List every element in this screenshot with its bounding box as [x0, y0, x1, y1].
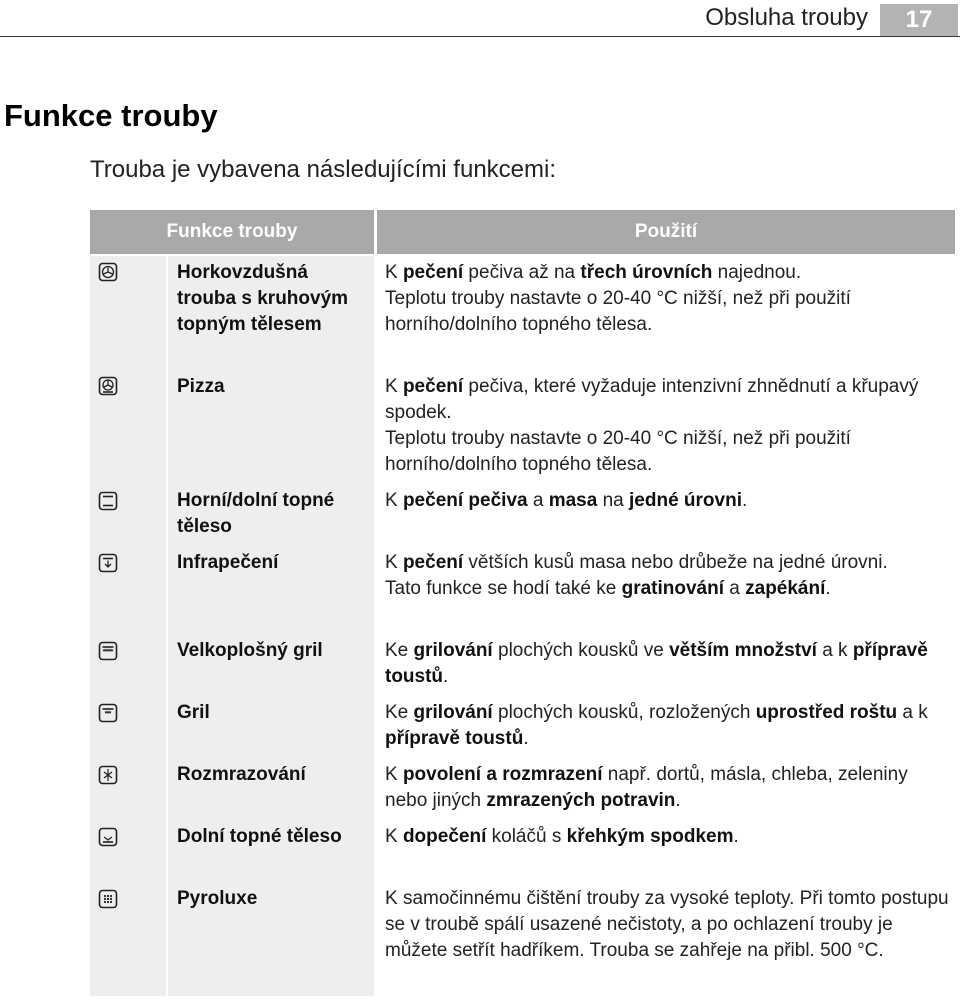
- function-usage: [385, 762, 950, 814]
- usage-text: .: [675, 790, 681, 811]
- usage-paragraph: [385, 426, 950, 478]
- usage-text: a k: [897, 702, 928, 723]
- usage-paragraph: [385, 700, 950, 752]
- pyrolysis-icon: [98, 889, 118, 909]
- usage-paragraph: [385, 286, 950, 338]
- usage-text: najednou.: [712, 262, 802, 283]
- header-title: Obsluha trouby: [705, 4, 868, 31]
- column-header-function: Funkce trouby: [90, 210, 374, 254]
- usage-text: a: [527, 490, 549, 511]
- usage-text: K: [385, 826, 403, 847]
- page-number: 17: [880, 4, 958, 36]
- function-usage: [385, 550, 950, 602]
- usage-text: větších kusů masa nebo drůbeže na jedné úrovni.: [463, 552, 888, 573]
- usage-text: K: [385, 490, 403, 511]
- usage-text: K: [385, 376, 403, 397]
- usage-text: na: [597, 490, 630, 511]
- usage-text: K: [385, 764, 403, 785]
- header-divider: [0, 36, 960, 37]
- emphasis-text: jedné úrovni: [629, 490, 742, 511]
- emphasis-text: křehkým spodkem: [566, 826, 734, 847]
- usage-text: Ke: [385, 702, 414, 723]
- emphasis-text: gratinování: [621, 578, 724, 599]
- function-usage: [385, 638, 950, 690]
- usage-text: .: [825, 578, 831, 599]
- defrost-icon: [98, 765, 118, 785]
- bottom-heat-icon: [98, 827, 118, 847]
- emphasis-text: přípravě toustů: [385, 640, 928, 687]
- usage-paragraph: [385, 374, 950, 426]
- usage-text: a: [724, 578, 746, 599]
- usage-paragraph: [385, 762, 950, 814]
- function-name: Horní/dolní topné těleso: [177, 490, 335, 537]
- usage-text: K samočinnému čištění trouby za vysoké teploty. Při tomto postupu se v troubě spálí usazené nečistoty, a po ochlazení trouby je můžete setřít hadříkem. Trouba se zahřeje na přibl. 500 °C.: [385, 888, 949, 961]
- name-column-background: [168, 256, 374, 996]
- emphasis-text: grilování: [413, 640, 493, 661]
- column-header-usage: Použití: [377, 210, 955, 254]
- emphasis-text: přípravě toustů: [385, 728, 524, 749]
- emphasis-text: větším množství: [669, 640, 817, 661]
- emphasis-text: pečení: [402, 552, 464, 573]
- function-name: Infrapečení: [177, 552, 279, 573]
- function-name: Gril: [177, 702, 210, 723]
- emphasis-text: pečení: [402, 262, 464, 283]
- usage-text: K: [385, 262, 403, 283]
- usage-paragraph: [385, 576, 950, 602]
- emphasis-text: povolení a rozmrazení: [402, 764, 603, 785]
- usage-paragraph: [385, 550, 950, 576]
- emphasis-text: dopečení: [402, 826, 487, 847]
- usage-text: .: [741, 490, 748, 511]
- usage-text: plochých kousků ve: [492, 640, 670, 661]
- function-usage: [385, 700, 950, 752]
- fan-ring-heater-icon: [98, 262, 118, 282]
- function-name: Pyroluxe: [177, 888, 258, 909]
- function-name: Horkovzdušná trouba s kruhovým topným tělesem: [177, 262, 349, 335]
- function-name: Velkoplošný gril: [177, 640, 323, 661]
- usage-text: Tato funkce se hodí také ke: [385, 578, 622, 599]
- infrared-icon: [98, 553, 118, 573]
- icon-column-background: [90, 256, 166, 996]
- usage-paragraph: [385, 260, 950, 286]
- emphasis-text: uprostřed roštu: [755, 702, 898, 723]
- function-usage: [385, 260, 950, 338]
- top-bottom-heat-icon: [98, 491, 118, 511]
- function-usage: [385, 488, 950, 514]
- usage-paragraph: [385, 824, 950, 850]
- function-name: Rozmrazování: [177, 764, 306, 785]
- usage-text: .: [443, 666, 449, 687]
- usage-text: např. dortů, másla, chleba, zeleniny nebo jiných: [385, 764, 908, 811]
- emphasis-text: zmrazených potravin: [486, 790, 676, 811]
- emphasis-text: grilování: [413, 702, 493, 723]
- pizza-fan-icon: [98, 376, 118, 396]
- usage-text: plochých kousků, rozložených: [492, 702, 756, 723]
- emphasis-text: třech úrovních: [580, 262, 713, 283]
- usage-text: .: [733, 826, 739, 847]
- usage-paragraph: [385, 886, 950, 964]
- usage-text: koláčů s: [486, 826, 567, 847]
- function-usage: [385, 886, 950, 964]
- usage-text: .: [523, 728, 529, 749]
- usage-text: K: [385, 552, 403, 573]
- emphasis-text: zapékání: [745, 578, 826, 599]
- emphasis-text: masa: [548, 490, 598, 511]
- emphasis-text: pečení pečiva: [402, 490, 528, 511]
- grill-icon: [98, 703, 118, 723]
- usage-text: a k: [816, 640, 853, 661]
- full-grill-icon: [98, 641, 118, 661]
- usage-paragraph: [385, 638, 950, 690]
- function-usage: [385, 824, 950, 850]
- usage-paragraph: [385, 488, 950, 514]
- usage-text: Ke: [385, 640, 414, 661]
- usage-text: pečiva, které vyžaduje intenzivní zhnědnutí a křupavý spodek.: [385, 376, 919, 423]
- function-name: Dolní topné těleso: [177, 826, 342, 847]
- usage-text: Teplotu trouby nastavte o 20-40 °C nižší, než při použití horního/dolního topného tělesa.: [385, 428, 851, 475]
- emphasis-text: pečení: [402, 376, 464, 397]
- page-title: Funkce trouby: [4, 98, 218, 133]
- function-name: Pizza: [177, 376, 225, 397]
- function-usage: [385, 374, 950, 478]
- usage-text: Teplotu trouby nastavte o 20-40 °C nižší, než při použití horního/dolního topného tělesa.: [385, 288, 851, 335]
- intro-text: Trouba je vybavena následujícími funkcemi:: [90, 156, 557, 183]
- usage-text: pečiva až na: [463, 262, 581, 283]
